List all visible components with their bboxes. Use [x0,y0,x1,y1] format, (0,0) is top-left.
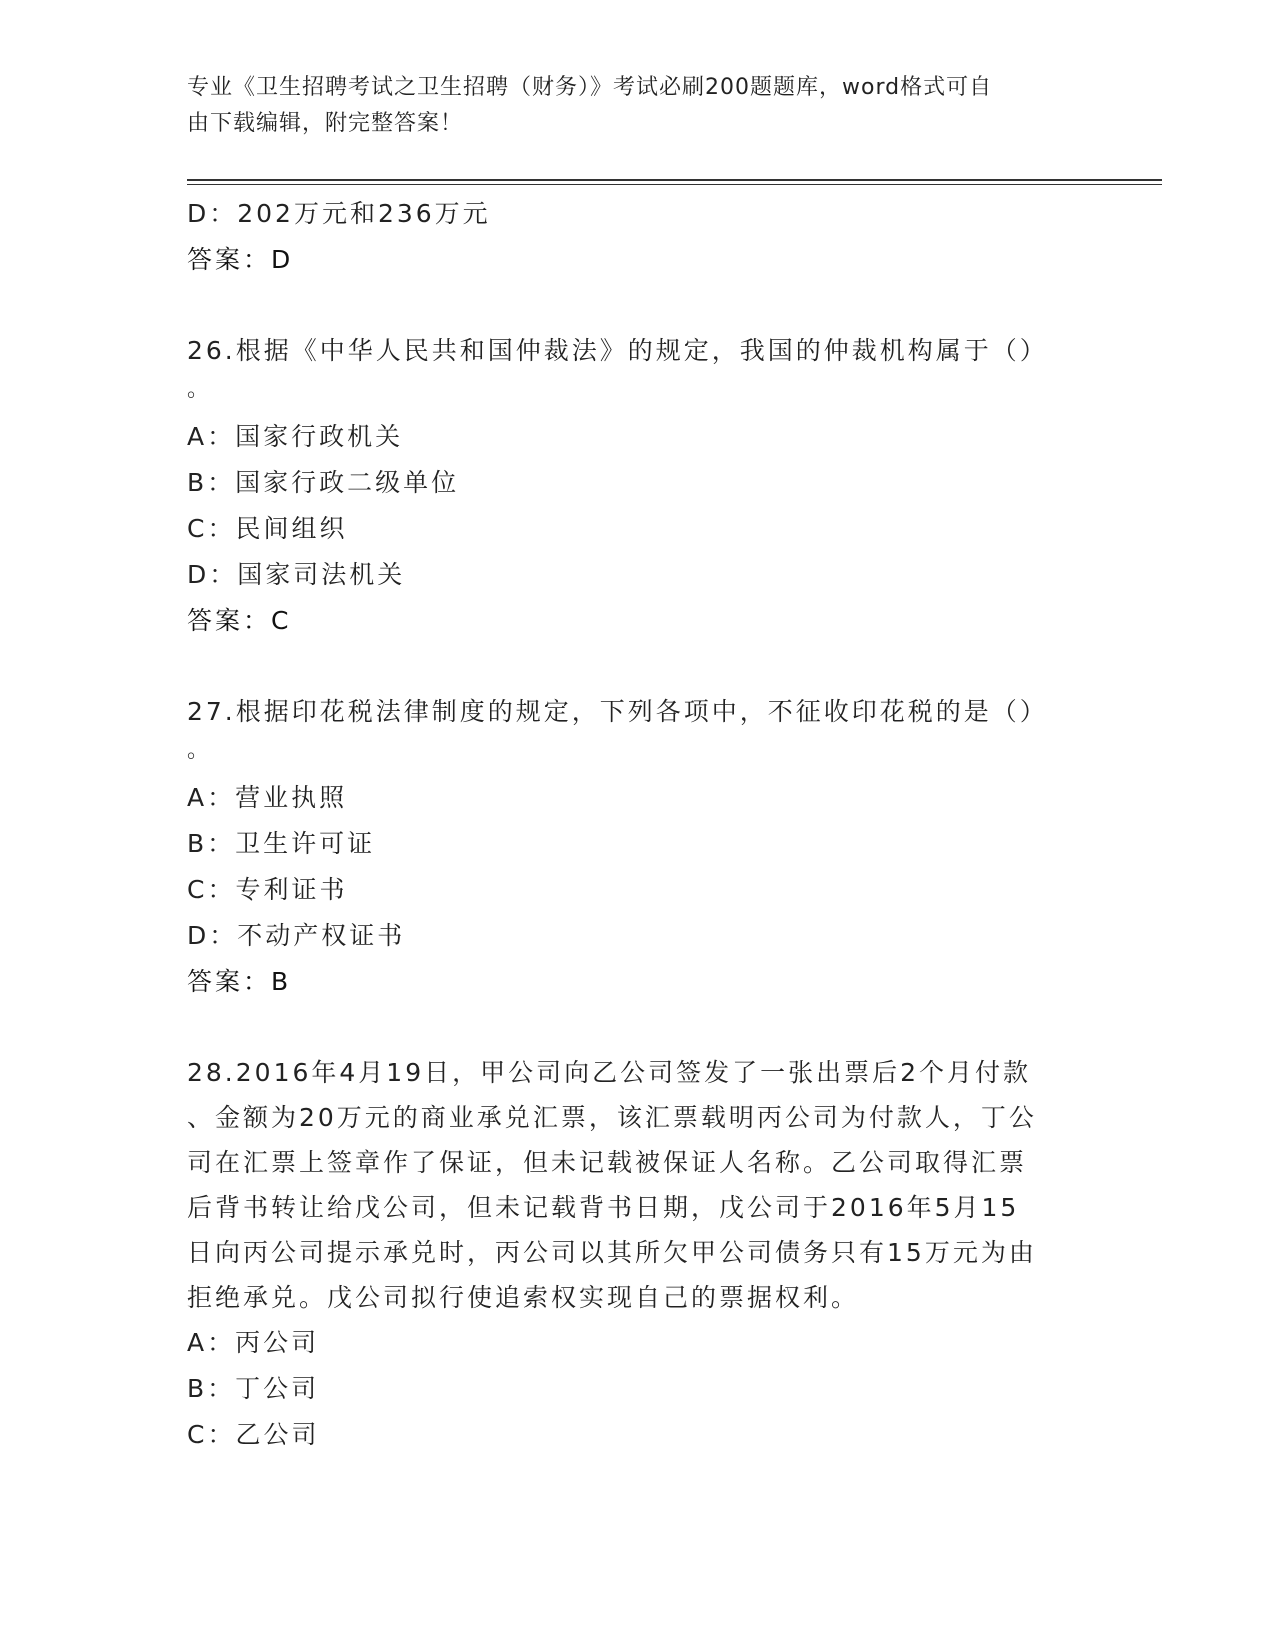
q27-option-c: C：专利证书 [187,875,348,904]
q27-option-b: B：卫生许可证 [187,829,376,858]
q27-option-d: D：不动产权证书 [187,921,406,950]
q26-option-d: D：国家司法机关 [187,560,406,589]
q28-option-a: A：丙公司 [187,1328,320,1357]
q28-stem-line: 28.2016年4月19日，甲公司向乙公司签发了一张出票后2个月付款 [187,1058,1032,1087]
header-line-2: 由下载编辑，附完整答案！ [187,111,464,136]
q27-answer: 答案：B [187,967,292,996]
header-line-1: 专业《卫生招聘考试之卫生招聘（财务）》考试必刷200题题库，word格式可自 [187,75,993,100]
q26-stem-end: 。 [187,377,213,402]
q27-stem: 27.根据印花税法律制度的规定，下列各项中，不征收印花税的是（） [187,697,1048,726]
spacer [187,644,1077,689]
q26-answer: 答案：C [187,606,292,635]
spacer [187,283,1077,328]
q27-option-a: A：营业执照 [187,783,348,812]
spacer [187,1005,1077,1050]
q26-option-c: C：民间组织 [187,514,348,543]
prev-answer: 答案：D [187,245,294,274]
document-header [187,70,1077,142]
q28-option-c: C：乙公司 [187,1420,320,1449]
q28-option-b: B：丁公司 [187,1374,320,1403]
q28-stem [187,1050,1077,1320]
q28-stem-line: 、金额为20万元的商业承兑汇票，该汇票载明丙公司为付款人，丁公 [187,1103,1037,1132]
q26-stem: 26.根据《中华人民共和国仲裁法》的规定，我国的仲裁机构属于（） [187,336,1048,365]
prev-option-d: D：202万元和236万元 [187,199,491,228]
q26-option-b: B：国家行政二级单位 [187,468,460,497]
q28-stem-line: 司在汇票上签章作了保证，但未记载被保证人名称。乙公司取得汇票 [187,1148,1028,1177]
header-rule-thin [187,184,1162,185]
header-rule-thick [187,179,1162,181]
question-content [187,191,1077,1458]
q28-stem-line: 后背书转让给戊公司，但未记载背书日期，戊公司于2016年5月15 [187,1193,1020,1222]
q28-stem-line: 日向丙公司提示承兑时，丙公司以其所欠甲公司债务只有15万元为由 [187,1238,1037,1267]
q27-stem-end: 。 [187,738,213,763]
q26-option-a: A：国家行政机关 [187,422,404,451]
q28-stem-line: 拒绝承兑。戊公司拟行使追索权实现自己的票据权利。 [187,1283,860,1312]
